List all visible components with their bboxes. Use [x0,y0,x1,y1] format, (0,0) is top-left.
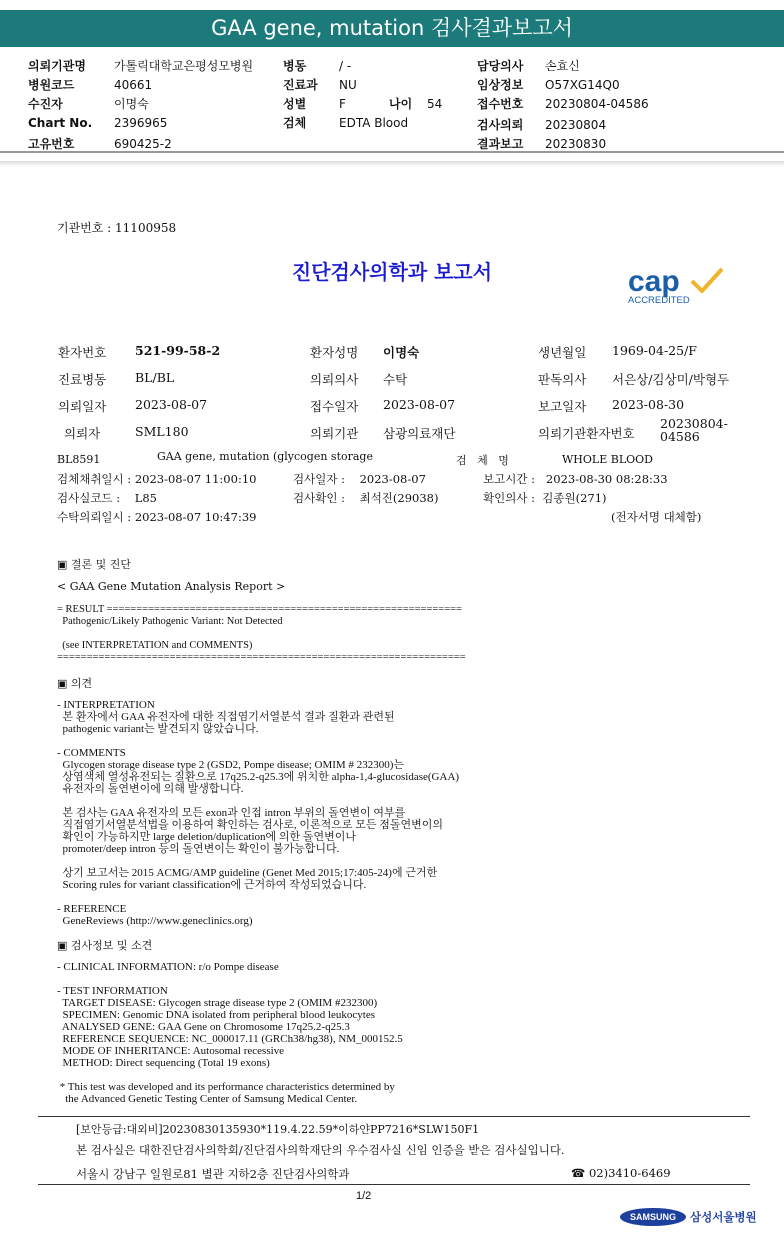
value-institution-patient-no: 20230804- 04586 [660,416,728,444]
test-code: BL8591 [57,453,101,466]
cap-logo-text: cap [628,265,680,298]
info-col3 [477,57,649,154]
security-line: [보안등급:대외비]20230830135930*119.4.22.59*이하얀PP7216*SLW150F1 [76,1123,480,1136]
label-ward: 진료병동 [58,372,107,387]
info-label: 진료과 [283,78,318,92]
certification-text: 본 검사실은 대한진단검사의학회/진단검사의학재단의 우수검사실 신임 인증을 받은 검사실입니다. [76,1143,565,1157]
test-date: 검사일자 : 2023-08-07 [293,472,426,486]
label-requesting-doctor: 의뢰의사 [310,372,359,387]
info-label: 접수번호 [477,97,524,111]
info-col1 [28,57,253,154]
label-requesting-institution: 의뢰기관 [310,426,359,441]
page-number: 1/2 [356,1190,372,1202]
label-request-date: 의뢰일자 [58,399,107,414]
specimen-value: WHOLE BLOOD [562,453,653,466]
request-datetime: 수탁의뢰일시 : 2023-08-07 10:47:39 [57,510,257,524]
label-patient-no: 환자번호 [58,345,107,360]
value-reading-doctor: 서은상/김상미/박형두 [612,372,730,387]
header-divider [0,151,784,153]
label-requester: 의뢰자 [64,426,101,441]
cap-logo-subtext: ACCREDITED [628,295,690,306]
samsung-logo: SAMSUNG [620,1208,686,1226]
info-value: 손효신 [545,59,580,73]
report-time: 보고시간 : 2023-08-30 08:28:33 [483,472,668,486]
test-info-heading: ▣ 검사정보 및 소견 [57,939,153,952]
info-value: / - [339,59,352,73]
info-value: 가톨릭대학교은평성모병원 [114,59,254,73]
report-title: 진단검사의학과 보고서 [291,260,493,284]
lab-code: 검사실코드 : L85 [57,491,157,505]
label-reading-doctor: 판독의사 [538,372,587,387]
electronic-signature: (전자서명 대체함) [611,510,702,524]
info-label: 병동 [283,59,307,73]
report-header-title: GAA gene, mutation 검사결과보고서 [0,10,784,47]
result-block: = RESULT ============================================================ Pathogenic/Likely Pathogenic Variant: Not Detected (see INTERPRETATION and COMMENTS) ===================================================================== [57,604,466,663]
footer-top-line [38,1116,750,1117]
value-requester: SML180 [135,424,189,439]
info-label: 고유번호 [28,137,75,151]
info-label: 의뢰기관명 [28,59,86,73]
info-value: F [339,97,346,111]
info-value: NU [339,78,357,92]
value-receipt-date: 2023-08-07 [383,397,456,412]
test-info-block: - CLINICAL INFORMATION: r/o Pompe disease - TEST INFORMATION TARGET DISEASE: Glycogen strage disease type 2 (OMIM #232300) SPECIMEN: Genomic DNA isolated from peripheral blood leukocytes ANALYSED GENE: GAA Gene on Chromosome 17q25.2-q25.3 REFERENCE SEQUENCE: NC_000017.11 (GRCh38/hg38), NM_000152.5 MODE OF INHERITANCE: Autosomal recessive METHOD: Direct sequencing (Total 19 exons) * This test was developed and its performance characteristics determined by the Advanced Genetic Testing Center of Samsung Medical Center. [57,961,403,1105]
value-patient-name: 이명숙 [383,345,420,360]
footer-bottom-line [38,1184,750,1185]
info-label: 검사의뢰 [477,118,524,132]
opinion-block: - INTERPRETATION 본 환자에서 GAA 유전자에 대한 직접염기서열분석 결과 질환과 관련된 pathogenic variant는 발견되지 않았습니다. - COMMENTS Glycogen storage disease type 2 (GSD2, Pompe disease; OMIM # 232300)는 상염색체 열성유전되는 질환으로 17q25.2-q25.3에 위치한 alpha-1,4-glucosidase(GAA) 유전자의 돌연변이에 의해 발생합니다. 본 검사는 GAA 유전자의 모든 exon과 인접 intron 부위의 돌연변이 여부를 직접염기서열분석법을 이용하여 확인하는 검사로, 이론적으로 모든 점돌연변이의 확인이 가능하지만 large deletion/duplication에 의한 돌연변이나 promoter/deep intron 등의 돌연변이는 확인이 불가능합니다. 상기 보고서는 2015 ACMG/AMP guideline (Genet Med 2015;17:405-24)에 근거한 Scoring rules for variant classification에 근거하여 작성되었습니다. - REFERENCE GeneReviews (http://www.geneclinics.org) [57,699,460,927]
value-birth-date: 1969-04-25/F [612,343,697,358]
info-label: 결과보고 [477,137,524,151]
verified-by: 검사확인 : 최석진(29038) [293,491,439,505]
report-heading: < GAA Gene Mutation Analysis Report > [57,580,286,593]
conclusion-heading: ▣ 결론 및 진단 [57,558,132,571]
info-value: O57XG14Q0 [545,78,620,92]
cap-check-icon [690,267,724,293]
info-value: 20230804 [545,118,607,132]
header-shadow [0,161,784,167]
value-requesting-institution: 삼광의료재단 [383,426,456,441]
label-birth-date: 생년월일 [538,345,587,360]
info-col2 [283,57,442,133]
hospital-logo-text: 삼성서울병원 [690,1210,757,1224]
info-label: 수진자 [28,97,63,111]
specimen-label: 검 체 명 [456,454,509,467]
collection-datetime: 검체채취일시 : 2023-08-07 11:00:10 [57,472,257,486]
info-label: 성별 [283,97,307,111]
confirming-doctor: 확인의사 : 김종원(271) [483,491,607,505]
label-report-date: 보고일자 [538,399,587,414]
value-ward: BL/BL [135,370,175,385]
lab-address: 서울시 강남구 일원로81 별관 지하2층 진단검사의학과 [76,1167,350,1181]
test-name: GAA gene, mutation (glycogen storage [157,450,373,463]
info-value: 40661 [114,78,153,92]
info-value: 2396965 [114,116,168,130]
info-label: 담당의사 [477,59,524,73]
info-value: 690425-2 [114,137,172,151]
label-receipt-date: 접수일자 [310,399,359,414]
institution-number: 기관번호 : 11100958 [57,221,177,235]
label-institution-patient-no: 의뢰기관환자번호 [538,426,635,441]
info-value: 20230830 [545,137,607,151]
info-label: Chart No. [28,116,93,130]
label-patient-name: 환자성명 [310,345,359,360]
value-patient-no: 521-99-58-2 [135,343,221,358]
opinion-heading: ▣ 의견 [57,677,93,690]
value-report-date: 2023-08-30 [612,397,685,412]
info-label: 검체 [283,116,307,130]
age-value: 54 [427,97,443,111]
info-label: 임상정보 [477,78,524,92]
info-value: 20230804-04586 [545,97,649,111]
lab-phone: ☎ 02)3410-6469 [571,1166,671,1180]
value-request-date: 2023-08-07 [135,397,208,412]
info-value: EDTA Blood [339,116,409,130]
cap-accredited-logo [624,265,734,315]
age-label: 나이 [389,97,413,111]
info-value: 이명숙 [114,97,149,111]
info-label: 병원코드 [28,78,75,92]
value-requesting-doctor: 수탁 [383,372,408,387]
